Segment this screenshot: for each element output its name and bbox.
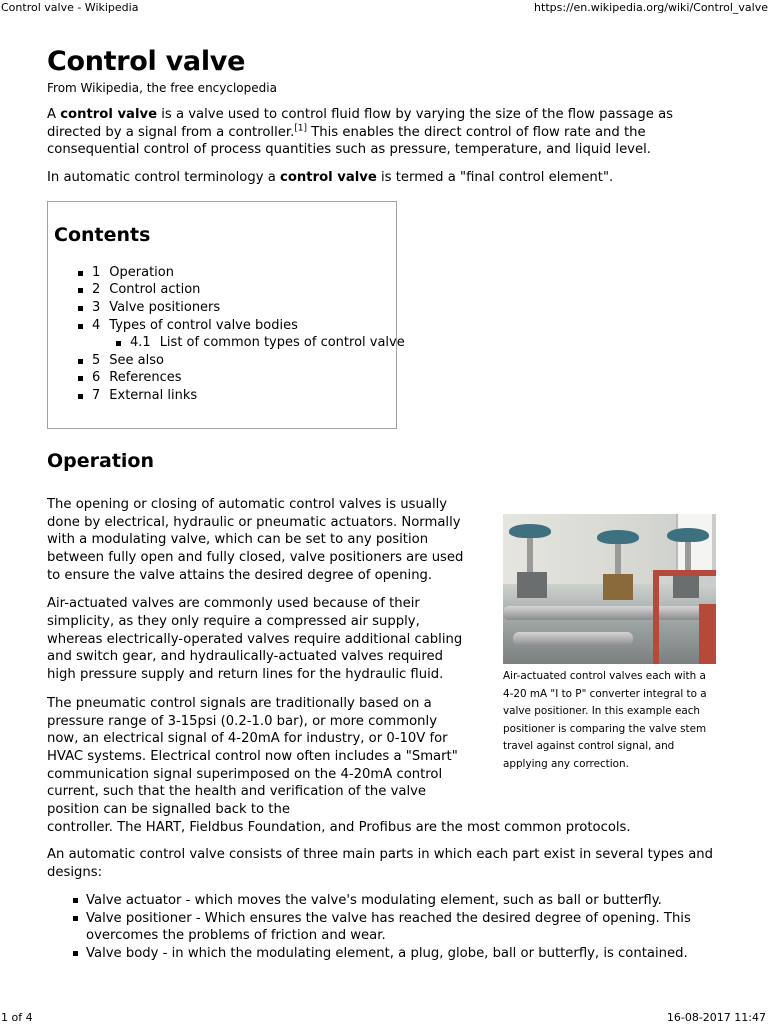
toc-item-operation[interactable]: 1 Operation bbox=[76, 264, 396, 282]
article-subtitle: From Wikipedia, the free encyclopedia bbox=[47, 81, 277, 95]
toc-item-external-links[interactable]: 7 External links bbox=[76, 387, 396, 405]
list-item: Valve positioner - Which ensures the valve has reached the desired degree of opening. This overcomes the problems of friction and wear. bbox=[70, 910, 719, 945]
figure-caption: Air-actuated control valves each with a 4-20 mA "I to P" converter integral to a valve positioner. In this example each positioner is comparing the valve stem travel against control signal, and applying any correction. bbox=[503, 670, 707, 770]
reference-link[interactable]: [1] bbox=[294, 123, 308, 134]
table-of-contents bbox=[47, 201, 405, 429]
list-item: Valve actuator - which moves the valve's modulating element, such as ball or butterfly. bbox=[70, 892, 719, 910]
intro-paragraph: A control valve is a valve used to control fluid flow by varying the size of the flow passage as directed by a signal from a controller.[1] This enables the direct control of flow rate and the consequential control of process quantities such as pressure, temperature, and liquid level. bbox=[47, 107, 674, 158]
valve-parts-list bbox=[47, 892, 719, 963]
list-item: Valve body - in which the modulating element, a plug, globe, ball or butterfly, is contained. bbox=[70, 945, 719, 963]
toc-item-see-also[interactable]: 5 See also bbox=[76, 352, 396, 370]
article-title: Control valve bbox=[47, 46, 246, 77]
operation-text-column bbox=[47, 496, 471, 819]
terminology-paragraph: In automatic control terminology a control valve is termed a "final control element". bbox=[47, 170, 614, 186]
print-timestamp: 16-08-2017 11:47 bbox=[666, 1011, 766, 1024]
control-valves-photo[interactable] bbox=[503, 514, 716, 664]
toc-item-references[interactable]: 6 References bbox=[76, 369, 396, 387]
operation-paragraph-3-end: controller. The HART, Fieldbus Foundation, and Profibus are the most common protocols. bbox=[47, 819, 631, 835]
operation-paragraph-2: Air-actuated valves are commonly used because of their simplicity, as they only require a compressed air supply, whereas electrically-operated valves require additional cabling and switch gear, and hydraulically-actuated valves required high pressure supply and return lines for the hydraulic fluid. bbox=[47, 596, 463, 683]
intro-term: control valve bbox=[60, 107, 158, 122]
figure-control-valves bbox=[503, 514, 718, 773]
page-counter: 1 of 4 bbox=[1, 1011, 33, 1024]
article-body bbox=[47, 44, 719, 963]
toc-list bbox=[54, 264, 405, 405]
page-title-header: Control valve - Wikipedia bbox=[1, 1, 139, 14]
toc-item-types-of-bodies[interactable]: 4 Types of control valve bodies bbox=[76, 317, 396, 335]
toc-item-list-of-types[interactable]: 4.1 List of common types of control valve bbox=[76, 334, 396, 352]
toc-item-control-action[interactable]: 2 Control action bbox=[76, 281, 396, 299]
toc-item-valve-positioners[interactable]: 3 Valve positioners bbox=[76, 299, 396, 317]
section-heading-operation: Operation bbox=[47, 449, 155, 472]
operation-paragraph-3: The pneumatic control signals are traditionally based on a pressure range of 3-15psi (0.2-1.0 bar), or more commonly now, an electrical signal of 4-20mA for industry, or 0-10V for HVAC systems. Electrical control now often includes a "Smart" communication signal superimposed on the 4-20mA control current, such that the health and verification of the valve position can be signalled back to the bbox=[47, 695, 458, 818]
page-url: https://en.wikipedia.org/wiki/Control_valve bbox=[534, 1, 768, 14]
toc-title: Contents bbox=[54, 223, 151, 246]
terminology-term: control valve bbox=[280, 170, 377, 186]
operation-paragraph-1: The opening or closing of automatic control valves is usually done by electrical, hydraulic or pneumatic actuators. Normally with a modulating valve, which can be set to any position between fully open and fully closed, valve positioners are used to ensure the valve attains the desired degree of opening. bbox=[47, 496, 464, 583]
operation-paragraph-4: An automatic control valve consists of three main parts in which each part exist in several types and designs: bbox=[47, 847, 714, 881]
